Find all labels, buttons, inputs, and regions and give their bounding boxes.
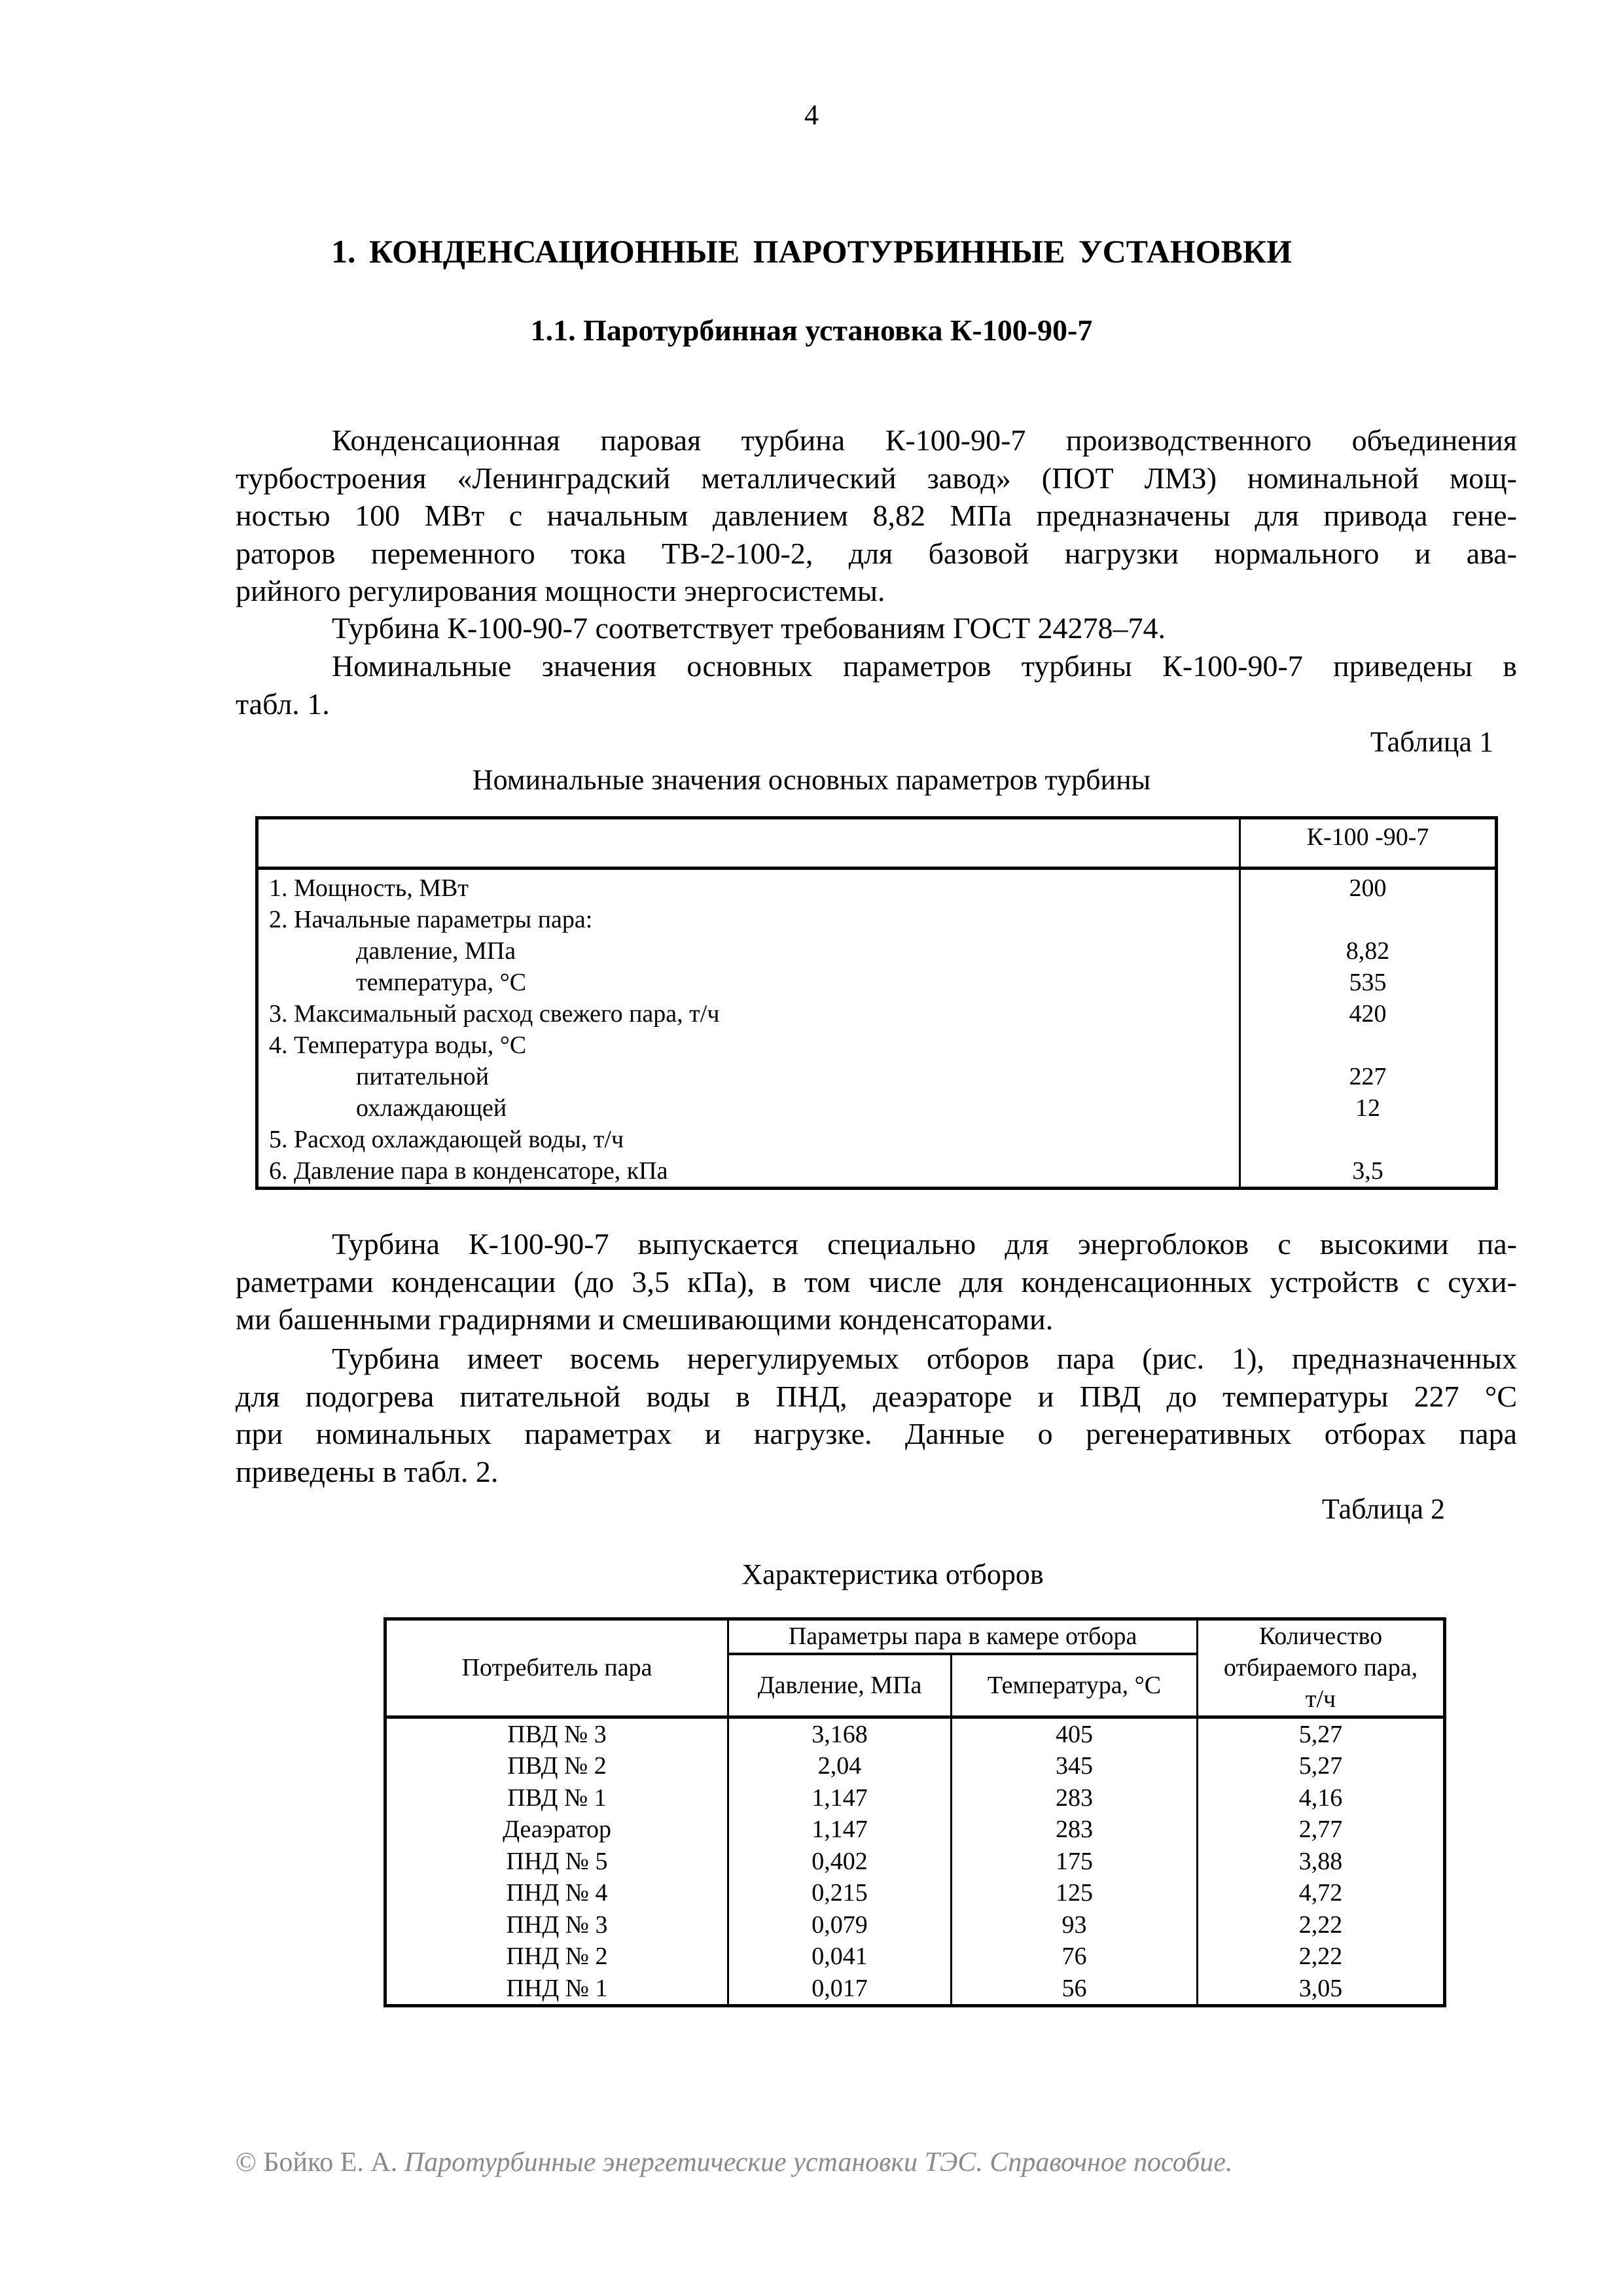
parameter-name: 6. Давление пара в конденсаторе, кПа <box>269 1157 668 1185</box>
chapter-heading: 1. КОНДЕНСАЦИОННЫЕ ПАРОТУРБИННЫЕ УСТАНОВКИ <box>330 233 1293 270</box>
paragraph-line: Турбина К-100-90-7 соответствует требованиям ГОСТ 24278–74. <box>332 611 1166 645</box>
paragraph-line: раторов переменного тока ТВ-2-100-2, для базовой нагрузки нормального и ава- <box>236 536 1517 570</box>
parameter-name: 4. Температура воды, °С <box>269 1031 527 1059</box>
table-row <box>385 1909 1445 1941</box>
table2-label: Таблица 2 <box>1321 1493 1445 1525</box>
amount-header-line: Количество <box>1258 1623 1383 1651</box>
table-row <box>257 1124 1497 1155</box>
table-row <box>385 1750 1445 1782</box>
parameters-table <box>255 816 1498 1190</box>
paragraph-line: Конденсационная паровая турбина К-100-90-7 производственного объединения <box>332 423 1517 457</box>
table-row <box>385 1941 1445 1973</box>
table-row <box>257 998 1497 1030</box>
table-row <box>257 967 1497 998</box>
parameter-value <box>1240 1124 1497 1155</box>
paragraph <box>236 1225 1517 1338</box>
table-row <box>257 904 1497 935</box>
parameter-name: 5. Расход охлаждающей воды, т/ч <box>269 1126 624 1153</box>
paragraph <box>236 1340 1517 1490</box>
consumer-cell: ПНД № 2 <box>506 1943 608 1971</box>
temperature-cell: 56 <box>952 1973 1198 2006</box>
amount-cell: 5,27 <box>1198 1717 1445 1750</box>
amount-header <box>1198 1619 1445 1717</box>
parameter-name: охлаждающей <box>356 1094 507 1122</box>
temperature-header: Температура, °С <box>952 1654 1198 1717</box>
paragraph-line: раметрами конденсации (до 3,5 кПа), в том числе для конденсационных устройств с сухи- <box>236 1265 1517 1299</box>
parameter-value: 227 <box>1240 1061 1497 1092</box>
pressure-header: Давление, МПа <box>728 1654 952 1717</box>
consumer-cell: ПНД № 4 <box>506 1879 608 1907</box>
parameter-name: давление, МПа <box>356 937 516 965</box>
table2-caption: Характеристика отборов <box>741 1558 1044 1590</box>
paragraph-line: приведены в табл. 2. <box>236 1454 499 1488</box>
paragraph-line: Номинальные значения основных параметров турбины К-100-90-7 приведены в <box>332 649 1517 683</box>
temperature-cell: 345 <box>952 1750 1198 1782</box>
parameter-value: 420 <box>1240 998 1497 1030</box>
consumer-header: Потребитель пара <box>385 1619 728 1717</box>
temperature-cell: 283 <box>952 1814 1198 1846</box>
consumer-cell: ПНД № 3 <box>506 1910 608 1939</box>
extractions-table <box>383 1617 1446 2007</box>
table-row <box>257 1061 1497 1092</box>
parameter-value: 200 <box>1240 869 1497 905</box>
amount-cell: 2,77 <box>1198 1814 1445 1846</box>
amount-cell: 3,88 <box>1198 1846 1445 1878</box>
parameter-name: температура, °С <box>356 969 527 996</box>
table-row <box>385 1846 1445 1878</box>
pressure-cell: 1,147 <box>728 1782 952 1814</box>
paragraph <box>236 422 1517 610</box>
amount-header-line: отбираемого пара, <box>1223 1654 1418 1682</box>
table-row <box>257 869 1497 905</box>
parameter-value: 12 <box>1240 1092 1497 1124</box>
pressure-cell: 0,402 <box>728 1846 952 1878</box>
parameter-value: 535 <box>1240 967 1497 998</box>
pressure-cell: 0,017 <box>728 1973 952 2006</box>
pressure-cell: 0,215 <box>728 1877 952 1909</box>
pressure-cell: 0,079 <box>728 1909 952 1941</box>
paragraph-line: при номинальных параметрах и нагрузке. Данные о регенеративных отборах пара <box>236 1417 1517 1450</box>
amount-cell: 3,05 <box>1198 1973 1445 2006</box>
page-number: 4 <box>804 99 819 131</box>
pressure-cell: 0,041 <box>728 1941 952 1973</box>
footer-title: Паротурбинные энергетические установки ТЭС. Справочное пособие. <box>404 2147 1233 2178</box>
consumer-cell: ПВД № 3 <box>507 1720 607 1748</box>
amount-cell: 4,16 <box>1198 1782 1445 1814</box>
paragraph-line: ностью 100 МВт с начальным давлением 8,82 МПа предназначены для привода гене- <box>236 499 1517 532</box>
section-heading: 1.1. Паротурбинная установка К-100-90-7 <box>530 314 1093 347</box>
table-row <box>385 1782 1445 1814</box>
parameter-name: 2. Начальные параметры пара: <box>269 906 593 933</box>
paragraph-line: Турбина имеет восемь нерегулируемых отборов пара (рис. 1), предназначенных <box>332 1342 1517 1375</box>
table-row <box>257 935 1497 967</box>
table-row <box>385 1877 1445 1909</box>
pressure-cell: 1,147 <box>728 1814 952 1846</box>
paragraph-line: Турбина К-100-90-7 выпускается специально для энергоблоков с высокими па- <box>332 1227 1517 1261</box>
table-header-row <box>257 818 1497 869</box>
amount-cell: 2,22 <box>1198 1941 1445 1973</box>
table-row <box>385 1814 1445 1846</box>
parameter-name: 3. Максимальный расход свежего пара, т/ч <box>269 1000 720 1028</box>
amount-cell: 4,72 <box>1198 1877 1445 1909</box>
parameter-value <box>1240 904 1497 935</box>
paragraph <box>236 647 1517 723</box>
table-row <box>257 1030 1497 1061</box>
amount-cell: 5,27 <box>1198 1750 1445 1782</box>
parameter-name: питательной <box>356 1063 490 1090</box>
paragraph-line: турбостроения «Ленинградский металлический завод» (ПОТ ЛМЗ) номинальной мощ- <box>236 461 1517 495</box>
parameter-value: 3,5 <box>1240 1155 1497 1189</box>
paragraph-line: табл. 1. <box>236 687 330 721</box>
parameter-value: 8,82 <box>1240 935 1497 967</box>
table1-label: Таблица 1 <box>1370 726 1493 758</box>
temperature-cell: 93 <box>952 1909 1198 1941</box>
pressure-cell: 3,168 <box>728 1717 952 1750</box>
paragraph-line: для подогрева питательной воды в ПНД, деаэраторе и ПВД до температуры 227 °С <box>236 1379 1517 1413</box>
table1-caption: Номинальные значения основных параметров турбины <box>472 764 1151 796</box>
temperature-cell: 125 <box>952 1877 1198 1909</box>
temperature-cell: 405 <box>952 1717 1198 1750</box>
table-row <box>257 1092 1497 1124</box>
amount-cell: 2,22 <box>1198 1909 1445 1941</box>
consumer-cell: Деаэратор <box>503 1816 611 1844</box>
params-group-header: Параметры пара в камере отбора <box>728 1619 1198 1654</box>
empty-header-cell <box>257 818 1240 869</box>
footer <box>236 2147 1232 2178</box>
paragraph-line: рийного регулирования мощности энергосистемы. <box>236 574 885 607</box>
pressure-cell: 2,04 <box>728 1750 952 1782</box>
temperature-cell: 76 <box>952 1941 1198 1973</box>
paragraph <box>236 609 1517 647</box>
consumer-cell: ПВД № 1 <box>507 1784 607 1812</box>
consumer-cell: ПНД № 1 <box>506 1974 608 2002</box>
table-row <box>257 1155 1497 1189</box>
table-row <box>385 1973 1445 2006</box>
table-row <box>385 1717 1445 1750</box>
temperature-cell: 283 <box>952 1782 1198 1814</box>
parameter-value <box>1240 1030 1497 1061</box>
consumer-cell: ПВД № 2 <box>507 1752 607 1780</box>
column-header: К-100 -90-7 <box>1240 818 1497 869</box>
temperature-cell: 175 <box>952 1846 1198 1878</box>
consumer-cell: ПНД № 5 <box>506 1847 608 1875</box>
parameter-name: 1. Мощность, МВт <box>269 874 469 902</box>
footer-author: © Бойко Е. А. <box>236 2147 398 2178</box>
paragraph-line: ми башенными градирнями и смешивающими конденсаторами. <box>236 1302 1054 1336</box>
amount-header-line: т/ч <box>1305 1685 1336 1713</box>
table-header-row <box>385 1619 1445 1654</box>
